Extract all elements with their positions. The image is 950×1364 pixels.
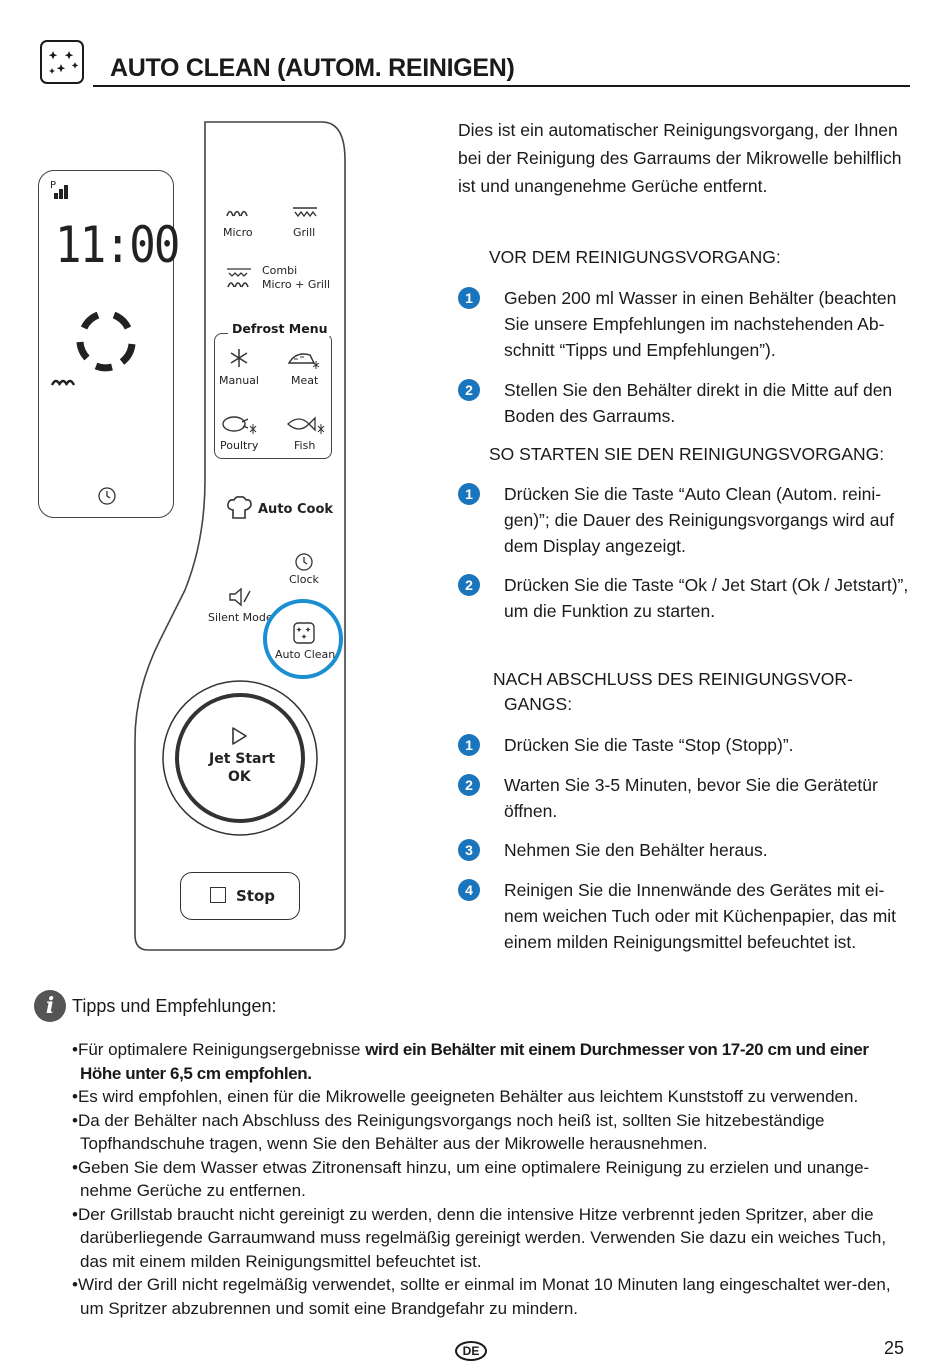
step-number-badge: 3 [458,839,480,861]
list-item [72,1038,912,1085]
auto-cook-button-label[interactable]: Auto Cook [258,502,334,517]
fish-defrost-label[interactable]: Fish [294,439,316,452]
step-text: Nehmen Sie den Behälter heraus. [504,840,768,860]
step-number-badge: 2 [458,774,480,796]
snowflake-icon [228,347,250,369]
ok-label: OK [228,769,251,785]
grill-icon [290,204,320,218]
step-number-badge: 1 [458,734,480,756]
combi-sub-label: Micro + Grill [262,278,331,291]
step-text: Drücken Sie die Taste “Stop (Stopp)”. [504,735,794,755]
micro-wave-indicator-icon [50,375,76,389]
section-after-title-line2: GANGS: [504,694,573,714]
page-number: 25 [884,1338,905,1358]
step-number-badge: 4 [458,879,480,901]
list-item: •Da der Behälter nach Abschluss des Reinigungsvorgangs noch heiß ist, sollten Sie hitzebeständige Topfhandschuhe tragen, wenn Sie den Behälter aus der Mikrowelle herausnehmen. [72,1110,825,1153]
step-text: Reinigen Sie die Innenwände des Gerätes mit ei-nem weichen Tuch oder mit Küchenpapier, das mit einem milden Reinigungsmittel befeuchtet ist. [504,880,897,952]
manual-defrost-label[interactable]: Manual [219,374,259,387]
page-title: AUTO CLEAN (AUTOM. REINIGEN) [110,54,515,82]
step-text: Geben 200 ml Wasser in einen Behälter (beachten Sie unsere Empfehlungen im nachstehenden Ab-schnitt “Tipps und Empfehlungen”). [504,288,897,360]
clock-icon [294,552,314,572]
display-program-indicator: P [50,180,57,191]
language-badge: DE [455,1341,487,1361]
auto-clean-button-icon[interactable] [292,621,316,645]
defrost-menu-title: Defrost Menu [228,321,332,336]
section-start-title: SO STARTEN SIE DEN REINIGUNGSVORGANG: [489,444,885,464]
poultry-defrost-label[interactable]: Poultry [220,439,259,452]
intro-paragraph: Dies ist ein automatischer Reinigungsvorgang, der Ihnen bei der Reinigung des Garraums der Mikrowelle behilflich ist und unangenehme Gerüche entfernt. [458,120,902,196]
stop-button-label: Stop [236,887,276,905]
step-number-badge: 2 [458,574,480,596]
step-number-badge: 2 [458,379,480,401]
auto-clean-button-label[interactable]: Auto Clean [275,648,336,661]
list-item: •Geben Sie dem Wasser etwas Zitronensaft hinzu, um eine optimalere Reinigung zu erzielen und unange-nehme Gerüche zu entfernen. [72,1157,870,1200]
list-item [458,732,918,758]
progress-ring-icon [72,306,140,374]
micro-button-label[interactable]: Micro [223,226,253,239]
list-item [458,481,918,559]
meat-defrost-label[interactable]: Meat [291,374,319,387]
chef-hat-icon [226,495,252,521]
step-text: Drücken Sie die Taste “Ok / Jet Start (Ok / Jetstart)”, um die Funktion zu starten. [504,575,909,621]
stop-square-icon [210,887,226,903]
section-after-title-line1: NACH ABSCHLUSS DES REINIGUNGSVOR- [493,669,853,689]
list-item [458,377,918,429]
list-item [458,285,918,363]
section-before-title: VOR DEM REINIGUNGSVORGANG: [489,247,781,267]
tip-text: •Für optimalere Reinigungsergebnisse [72,1040,366,1059]
title-underline [93,85,910,87]
speaker-mute-icon [227,587,253,607]
grill-button-label[interactable]: Grill [293,226,316,239]
list-item [458,837,918,863]
step-text: Drücken Sie die Taste “Auto Clean (Autom. reini-gen)”; die Dauer des Reinigungsvorgangs wird auf dem Display angezeigt. [504,484,895,556]
poultry-icon [220,412,260,436]
list-item [458,572,918,624]
silent-mode-button-label[interactable]: Silent Mode [208,611,273,624]
tip-emphasis: wird ein Behälter mit einem Durchmesser von 17-20 cm und einer Höhe unter 6,5 cm empfohlen. [80,1040,869,1083]
auto-clean-icon [40,40,84,84]
display-clock-icon [97,486,117,506]
step-number-badge: 1 [458,483,480,505]
fish-icon [285,412,325,436]
combi-icon [224,265,254,289]
info-icon: i [34,990,66,1022]
combi-button-label[interactable]: Combi [262,264,298,277]
power-level-icon [52,184,72,200]
list-item: •Es wird empfohlen, einen für die Mikrowelle geeigneten Behälter aus leichtem Kunststoff zu verwenden. [72,1087,859,1106]
step-text: Warten Sie 3-5 Minuten, bevor Sie die Gerätetür öffnen. [504,775,878,821]
clock-button-label[interactable]: Clock [289,573,319,586]
tips-list [72,1038,912,1320]
step-text: Stellen Sie den Behälter direkt in die Mitte auf den Boden des Garraums. [504,380,893,426]
list-item: •Wird der Grill nicht regelmäßig verwendet, sollte er einmal im Monat 10 Minuten lang eingeschaltet wer-den, um Spritzer abzubrennen und somit eine Brandgefahr zu mindern. [72,1275,891,1318]
list-item [458,877,918,955]
list-item: •Der Grillstab braucht nicht gereinigt zu werden, denn die intensive Hitze verbrennt jeden Spritzer, aber die darüberliegende Garraumwand muss regelmäßig gereinigt werden. Verwenden Sie dazu ein weiches Tuch, das mit einem milden Reinigungsmittel befeuchtet ist. [72,1204,887,1271]
jet-start-label: Jet Start [209,751,276,767]
display-time: 11:00 [55,216,179,274]
tips-title: Tipps und Empfehlungen: [72,996,277,1016]
micro-icon [224,204,252,220]
step-number-badge: 1 [458,287,480,309]
list-item [458,772,918,824]
meat-icon [286,347,322,369]
